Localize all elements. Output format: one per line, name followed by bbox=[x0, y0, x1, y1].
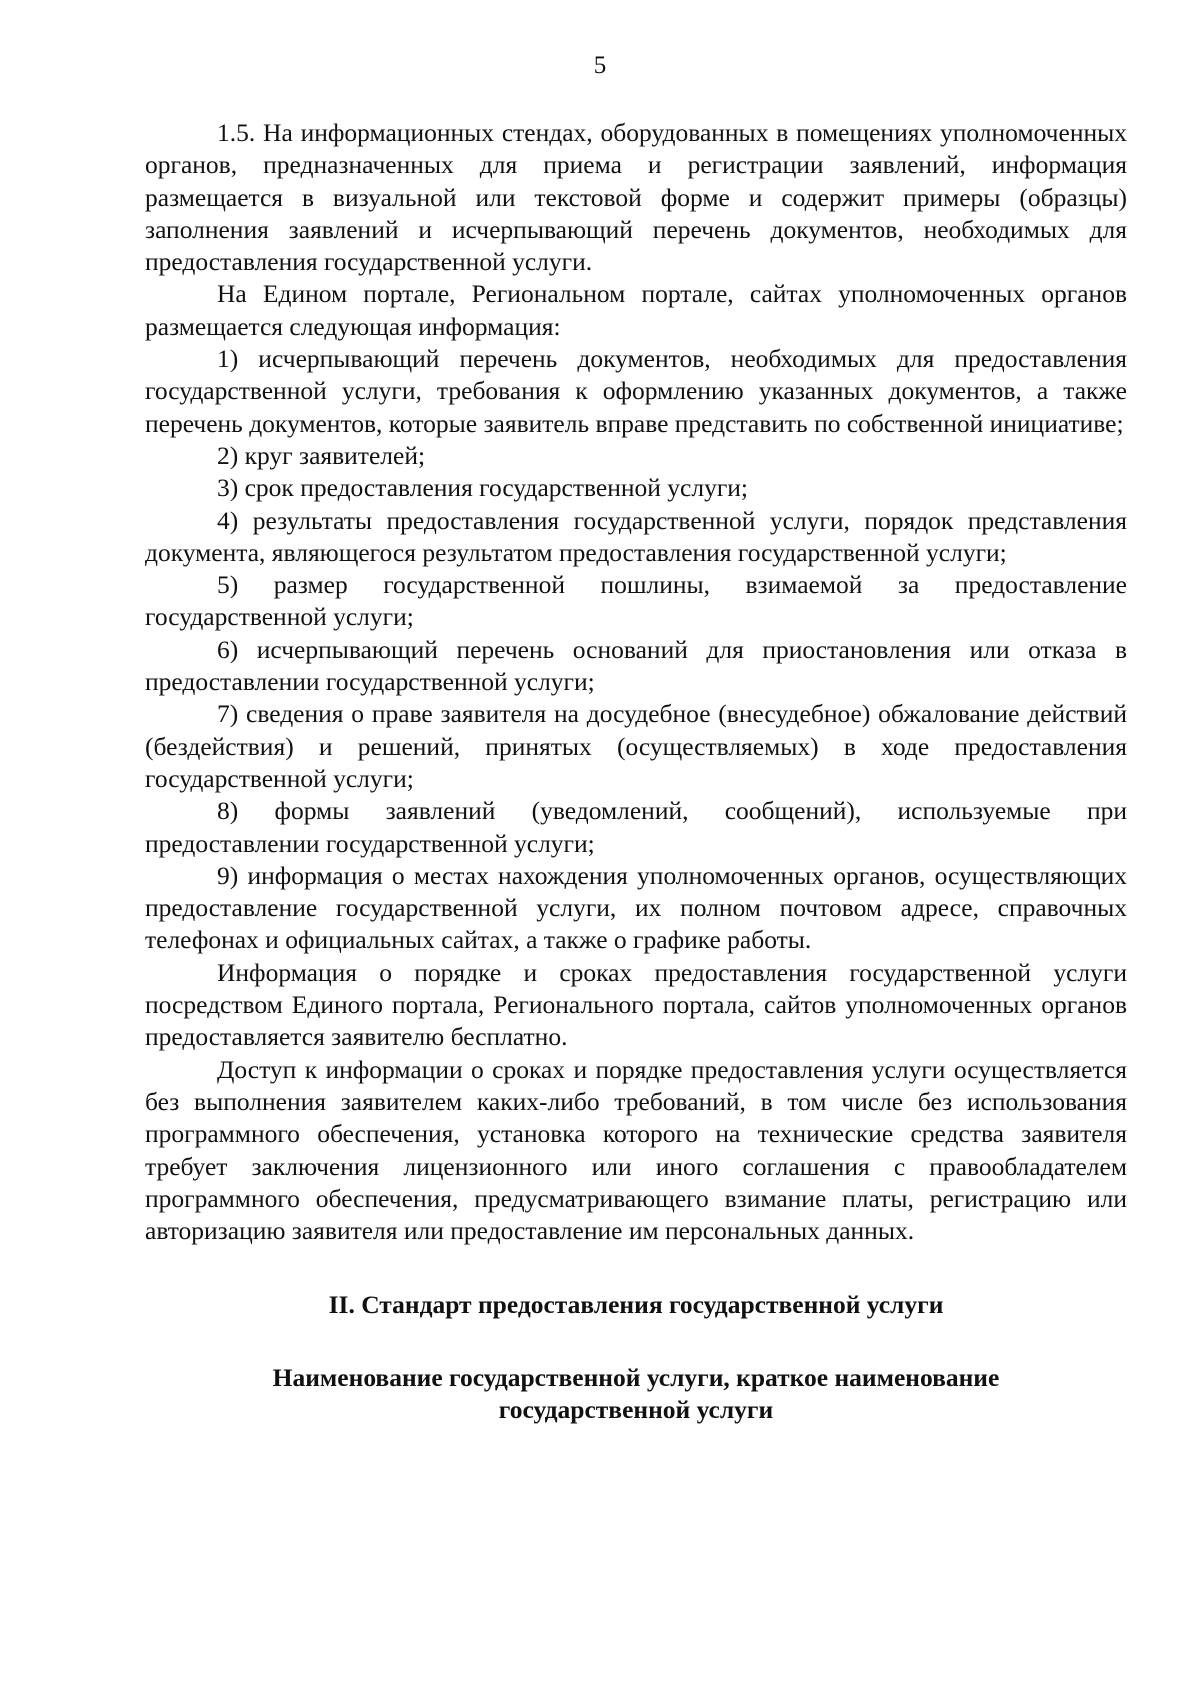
paragraph-portal-info: На Едином портале, Региональном портале, сайтах уполномоченных органов размещается следующая информация: bbox=[145, 279, 1127, 341]
list-item-4: 4) результаты предоставления государственной услуги, порядок представления документа, являющегося результатом предоставления государственной услуги; bbox=[145, 505, 1127, 567]
list-item-9: 9) информация о местах нахождения уполномоченных органов, осуществляющих предоставление государственной услуги, их полном почтовом адресе, справочных телефонах и официальных сайтах, а также о графике работы. bbox=[145, 860, 1127, 955]
paragraph-free-info: Информация о порядке и сроках предоставления государственной услуги посредством Единого портала, Регионального портала, сайтов уполномоченных органов предоставляется заявителю бесплатно. bbox=[145, 957, 1127, 1052]
list-item-2: 2) круг заявителей; bbox=[217, 440, 426, 470]
sub-heading-line-1: Наименование государственной услуги, краткое наименование bbox=[272, 1362, 1000, 1392]
document-body bbox=[145, 117, 1127, 1426]
list-item-6: 6) исчерпывающий перечень оснований для приостановления или отказа в предоставлении государственной услуги; bbox=[145, 634, 1127, 697]
paragraph-1-5: 1.5. На информационных стендах, оборудованных в помещениях уполномоченных органов, предназначенных для приема и регистрации заявлений, информация размещается в визуальной или текстовой форме и содержит примеры (образцы) заполнения заявлений и исчерпывающий перечень документов, необходимых для предоставления государственной услуги. bbox=[145, 118, 1127, 277]
sub-heading bbox=[145, 1362, 1127, 1426]
list-item-5: 5) размер государственной пошлины, взимаемой за предоставление государственной услуги; bbox=[145, 570, 1127, 632]
section-heading: II. Стандарт предоставления государственной услуги bbox=[328, 1290, 944, 1320]
page-number: 5 bbox=[593, 52, 607, 79]
list-item-7: 7) сведения о праве заявителя на досудебное (внесудебное) обжалование действий (бездействия) и решений, принятых (осуществляемых) в ходе предоставления государственной услуги; bbox=[145, 699, 1127, 793]
list-item-1: 1) исчерпывающий перечень документов, необходимых для предоставления государственной услуги, требования к оформлению указанных документов, а также перечень документов, которые заявитель вправе представить по собственной инициативе; bbox=[145, 344, 1127, 438]
sub-heading-line-2: государственной услуги bbox=[498, 1394, 774, 1424]
list-item-3: 3) срок предоставления государственной услуги; bbox=[217, 473, 749, 503]
paragraph-access: Доступ к информации о сроках и порядке предоставления услуги осуществляется без выполнения заявителем каких-либо требований, в том числе без использования программного обеспечения, установка которого на технические средства заявителя требует заключения лицензионного или иного соглашения с правообладателем программного обеспечения, предусматривающего взимание платы, регистрацию или авторизацию заявителя или предоставление им персональных данных. bbox=[145, 1054, 1127, 1246]
list-item-8: 8) формы заявлений (уведомлений, сообщений), используемые при предоставлении государственной услуги; bbox=[145, 796, 1127, 858]
